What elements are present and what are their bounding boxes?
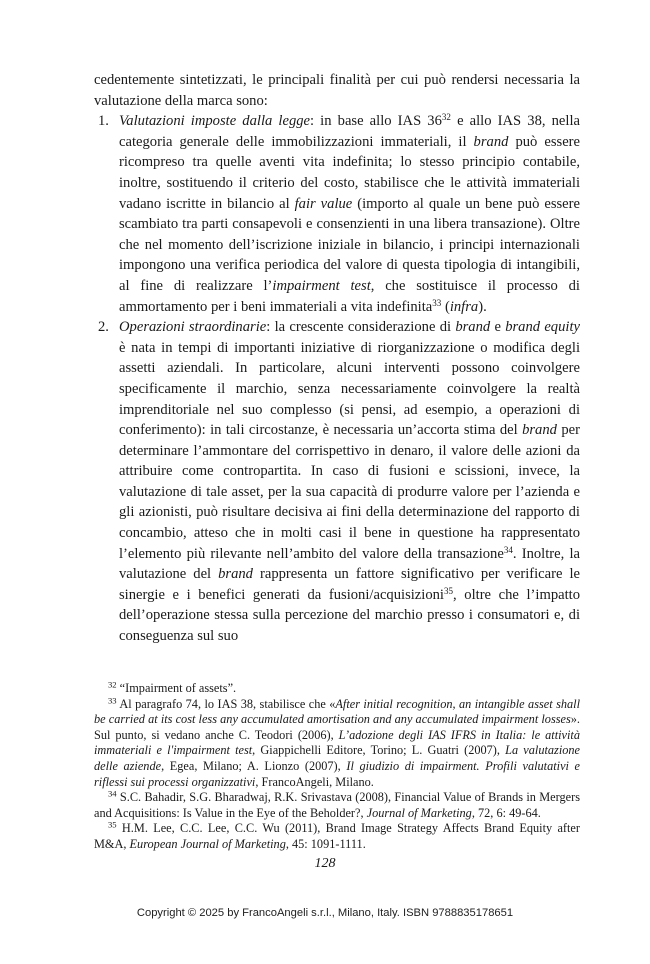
main-text [94,70,580,647]
footnote-ref-35[interactable]: 35 [443,585,454,596]
footnote-33: $^{33}$ Al paragrafo 74, lo IAS 38, stabilisce che «After initial recognition, an intangible asset shall be carried at its cost less any accumulated amortisation and any accumulated impairment losses». Sul punto, si vedano anche C. Teodori (2006), L’adozione degli IAS IFRS in Italia: le attività immateriali e l'impairment test, Giappichelli Editore, Torino; L. Guatri (2007), La valutazione delle aziende, Egea, Milano; A. Lionzo (2007), Il giudizio di impairment. Profili valutativi e riflessi sui processi organizzativi, FrancoAngeli, Milano. [94,694,581,789]
list-item-number: 2. [98,319,109,336]
list-item-heading: Valutazioni imposte dalla legge [119,113,311,130]
footnote-number: 33 [108,694,117,705]
list-item-extraordinary-operations: 2. Operazioni straordinarie: la crescente considerazione di brand e brand equity è nata in tempi di importanti iniziative di riorganizzazione o modifica degli assetti aziendali. In particolare, alcuni interventi possono coinvolgere specificamente il marchio, senza necessariamente coinvolgere la realtà imprenditoriale nel suo complesso (si pensi, ad esempio, a operazioni di conferimento): in tali circostanze, è necessaria un’accorta stima del brand per determinare l’ammontare del corrispettivo in denaro, il valore delle azioni da attribuire come contropartita. In caso di fusioni e scissioni, invece, la valutazione di tale asset, per la sua capacità di produrre valore per l’azienda e gli azionisti, può risultare decisiva ai fini della determinazione del rapporto di concambio, atteso che in molti casi il bene in questione ha rappresentato l’elemento più rilevante nell’ambito del valore della transazione$^{34}$. Inoltre, la valutazione del brand rappresenta un fattore significativo per verificare le sinergie e i benefici generati da fusioni/acquisizioni$^{35}$, oltre che l’impatto dell’operazione stessa sulla percezione del marchio presso i consumatori e, di conseguenza sul suo [98,319,581,645]
footnote-35: $^{35}$ H.M. Lee, C.C. Lee, C.C. Wu (2011), Brand Image Strategy Affects Brand Equity after M&A, European Journal of Marketing, 45: 1091-1111. [94,819,580,851]
page-number: 128 [314,856,336,871]
footnote-number: 32 [108,679,117,690]
footnote-number: 35 [108,819,117,830]
intro-paragraph: cedentemente sintetizzati, le principali finalità per cui può rendersi necessaria la valutazione della marca sono: [94,72,580,109]
footnote-ref-34[interactable]: 34 [503,544,513,555]
footnote-34: $^{34}$ S.C. Bahadir, S.G. Bharadwaj, R.K. Srivastava (2008), Financial Value of Brands in Mergers and Acquisitions: Is Value in the Eye of the Beholder?, Journal of Marketing, 72, 6: 49-64. [94,788,580,820]
footnotes [94,681,580,853]
list-item-heading: Operazioni straordinarie [119,319,267,336]
copyright-notice: Copyright © 2025 by FrancoAngeli s.r.l., Milano, Italy. ISBN 9788835178651 [136,907,514,919]
footnote-32: $^{32}$ “Impairment of assets”. [108,679,237,695]
footnote-ref-33[interactable]: 33 [432,297,442,308]
list-item-number: 1. [98,113,109,130]
footnote-ref-32[interactable]: 32 [441,112,451,123]
footnote-number: 34 [108,788,117,799]
purposes-list [94,111,580,646]
list-item-legal-valuations: 1. Valutazioni imposte dalla legge: in base allo IAS $36^{32}$ e allo IAS 38, nella categoria generale delle immobilizzazioni immateriali, il brand può essere ricompreso tra quelle aventi vita indefinita; lo stesso principio contabile, inoltre, sostituendo il criterio del costo, stabilisce che le attività immateriali vadano iscritte in bilancio al fair value (importo al quale un bene può essere scambiato tra parti consapevoli e consenzienti in una libera transazione). Oltre che nel momento dell’iscrizione iniziale in bilancio, i principi internazionali impongono una verifica periodica del valore di questa tipologia di intangibili, al fine di realizzare l’impairment test, che sostituisce il processo di ammortamento per i beni immateriali a vita indefinita$^{33}$ (infra). [98,112,581,315]
